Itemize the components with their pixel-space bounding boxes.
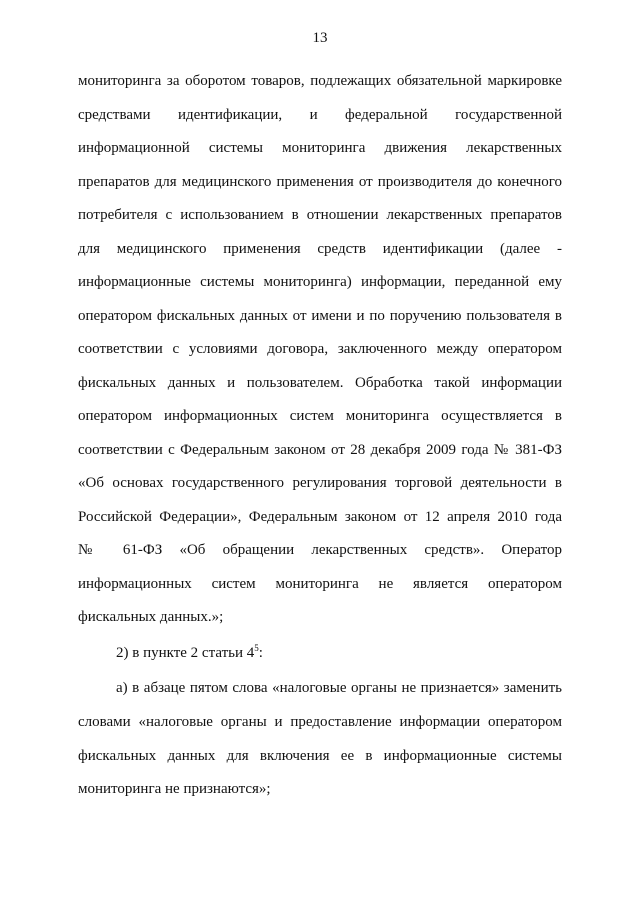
text-line: средствами идентификации, и федеральной государственной bbox=[78, 106, 562, 123]
text-line: мониторинга за оборотом товаров, подлежащих обязательной маркировке bbox=[78, 73, 562, 89]
text-line: информационных систем мониторинга не является оператором bbox=[78, 575, 562, 592]
text-line: фискальных данных.»; bbox=[78, 609, 224, 625]
text-line: информационные системы мониторинга) информации, переданной ему bbox=[78, 274, 562, 290]
text-line: препаратов для медицинского применения от производителя до конечного bbox=[78, 173, 562, 190]
page-number: 13 bbox=[312, 30, 328, 46]
text-line: потребителя с использованием в отношении лекарственных препаратов bbox=[78, 207, 562, 223]
item-2-suffix: : bbox=[258, 645, 263, 661]
text-line: № 61-ФЗ «Об обращении лекарственных средств». Оператор bbox=[78, 542, 562, 558]
item-a bbox=[78, 672, 562, 706]
paragraph-replacement bbox=[78, 706, 562, 807]
text-line: информационной системы мониторинга движения лекарственных bbox=[78, 140, 562, 156]
item-a-line: а) в абзаце пятом слова «налоговые органы не признается» заменить bbox=[116, 680, 562, 696]
text-line: соответствии с Федеральным законом от 28 декабря 2009 года № 381-ФЗ bbox=[78, 441, 562, 458]
text-line: для медицинского применения средств идентификации (далее - bbox=[78, 240, 562, 257]
text-line: фискальных данных для включения ее в информационные системы bbox=[78, 747, 562, 764]
text-line: словами «налоговые органы и предоставление информации оператором bbox=[78, 714, 562, 730]
text-line: фискальных данных и пользователем. Обработка такой информации bbox=[78, 374, 562, 391]
item-2-superscript: 5 bbox=[254, 643, 259, 653]
text-line: «Об основах государственного регулирования торговой деятельности в bbox=[78, 475, 562, 491]
text-line: оператором информационных систем мониторинга осуществляется в bbox=[78, 408, 562, 424]
paragraph-main bbox=[78, 65, 562, 635]
text-line: соответствии с условиями договора, заключенного между оператором bbox=[78, 341, 562, 357]
text-line: Российской Федерации», Федеральным законом от 12 апреля 2010 года bbox=[78, 508, 562, 525]
item-2-text: 2) в пункте 2 статьи 4 bbox=[116, 645, 255, 661]
item-2 bbox=[78, 637, 562, 671]
text-line: оператором фискальных данных от имени и по поручению пользователя в bbox=[78, 307, 562, 324]
item-2-line bbox=[78, 637, 562, 671]
text-line: мониторинга не признаются»; bbox=[78, 781, 271, 797]
